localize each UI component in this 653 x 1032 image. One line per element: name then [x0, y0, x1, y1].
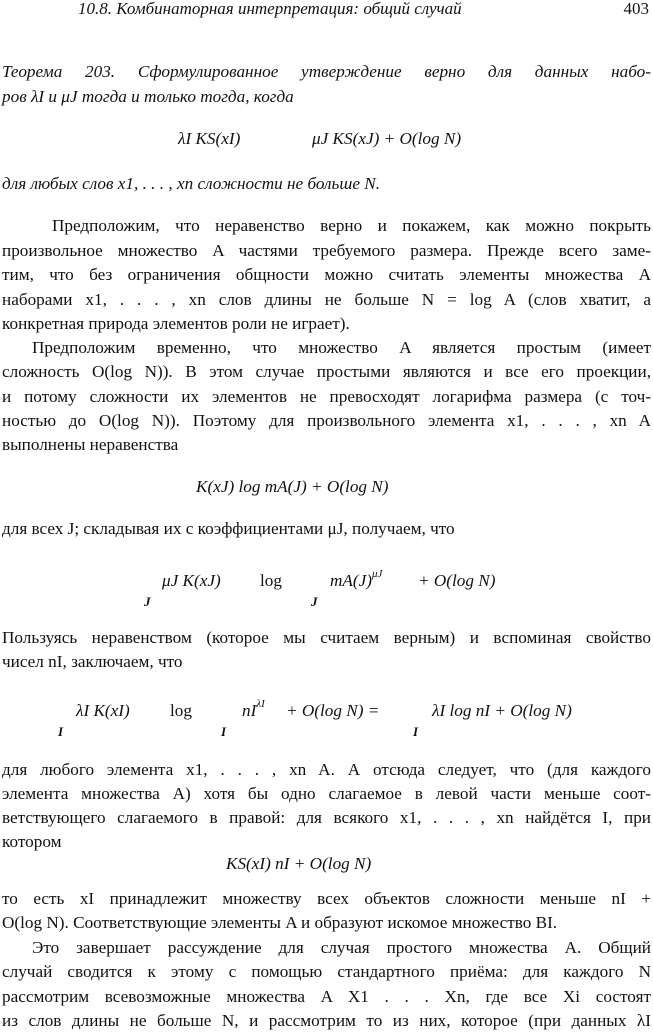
sum-index-I-2: I: [221, 724, 227, 739]
equation-4-exponent: λI: [256, 698, 265, 710]
proof-p5-l2: элемента множества A) хотя бы одно слагаемое в левой части меньше соот-: [2, 784, 651, 803]
equation-4-c: + O(log N) =: [286, 701, 380, 720]
equation-3-m: mA(J): [330, 571, 372, 590]
proof-p7-l4: из слов длины не больше N, и рассмотрим то из них, которое (при данных λI: [2, 1011, 651, 1030]
equation-4-a: λI K(xI): [76, 701, 130, 720]
proof-p2-l3: и потому сложности их элементов не превосходят логарифма размера (с точ-: [2, 387, 651, 406]
theorem-line-1: Теорема 203. Сформулированное утверждение верно для данных набо-: [2, 62, 651, 81]
proof-p1-l1: Предположим, что неравенство верно и покажем, как можно покрыть: [52, 216, 651, 235]
proof-p4-l2: чисел nI, заключаем, что: [2, 652, 183, 671]
equation-3-log: log: [260, 571, 282, 590]
sum-index-I-3: I: [413, 724, 419, 739]
equation-4-d: λI log nI + O(log N): [432, 701, 572, 720]
proof-p5-l1: для любого элемента x1, . . . , xn A. А отсюда следует, что (для каждого: [2, 760, 651, 779]
proof-p6-l2: O(log N). Соответствующие элементы A и образуют искомое множество BI.: [2, 913, 558, 932]
equation-3-right: [330, 570, 382, 594]
proof-p2-l1: Предположим временно, что множество A является простым (имеет: [32, 338, 651, 357]
sum-index-J-1: J: [144, 594, 151, 609]
equation-2: K(xJ) log mA(J) + O(log N): [196, 477, 389, 496]
equation-4-log: log: [170, 701, 192, 720]
equation-1-right: μJ KS(xJ) + O(log N): [312, 129, 462, 148]
proof-p5-l3: ветствующего слагаемого в правой: для всякого x1, . . . , xn найдётся I, при: [2, 808, 651, 827]
equation-1-left: λI KS(xI): [178, 129, 241, 148]
proof-p1-l3: тим, что без ограничения общности можно считать элементы множества A: [2, 265, 651, 284]
proof-p7-l1: Это завершает рассуждение для случая простого множества A. Общий: [32, 938, 651, 957]
sum-index-I-1: I: [58, 724, 64, 739]
equation-4-b: [242, 700, 265, 724]
theorem-line-2: ров λI и μJ тогда и только тогда, когда: [2, 87, 294, 106]
equation-3-left: μJ K(xJ): [162, 571, 221, 590]
proof-p6-l1: то есть xI принадлежит множеству всех объектов сложности меньше nI +: [2, 889, 651, 908]
running-title: 10.8. Комбинаторная интерпретация: общий случай: [78, 0, 462, 18]
proof-p2-l2: сложность O(log N)). В этом случае простыми являются и все его проекции,: [2, 362, 651, 381]
proof-p7-l3: рассмотрим всевозможные множества A X1 . . . Xn, где все Xi состоят: [2, 987, 651, 1006]
proof-p4-l1: Пользуясь неравенством (которое мы считаем верным) и вспоминая свойство: [2, 628, 651, 647]
proof-p2-l5: выполнены неравенства: [2, 435, 179, 454]
proof-p2-l4: ностью до O(log N)). Поэтому для произвольного элемента x1, . . . , xn A: [2, 411, 651, 430]
sum-index-J-2: J: [311, 594, 318, 609]
proof-p5-l4: котором: [2, 832, 62, 851]
running-header: [0, 0, 653, 20]
equation-3-tail: + O(log N): [418, 571, 496, 590]
equation-5: KS(xI) nI + O(log N): [226, 854, 372, 873]
proof-p7-l2: случай сводится к этому с помощью стандартного приёма: для каждого N: [2, 962, 651, 981]
proof-p3-l1: для всех J; складывая их с коэффициентами μJ, получаем, что: [2, 519, 455, 538]
page-number: 403: [623, 0, 649, 18]
equation-4-n: nI: [242, 701, 257, 720]
proof-p1-l5: конкретная природа элементов роли не играет).: [2, 314, 350, 333]
proof-p1-l2: произвольное множество A частями требуемого размера. Прежде всего заме-: [2, 241, 651, 260]
equation-3-exponent: μJ: [372, 568, 383, 580]
theorem-line-3: для любых слов x1, . . . , xn сложности не больше N.: [2, 174, 381, 193]
proof-p1-l4: наборами x1, . . . , xn слов длины не больше N = log A (слов хватит, а: [2, 290, 651, 309]
